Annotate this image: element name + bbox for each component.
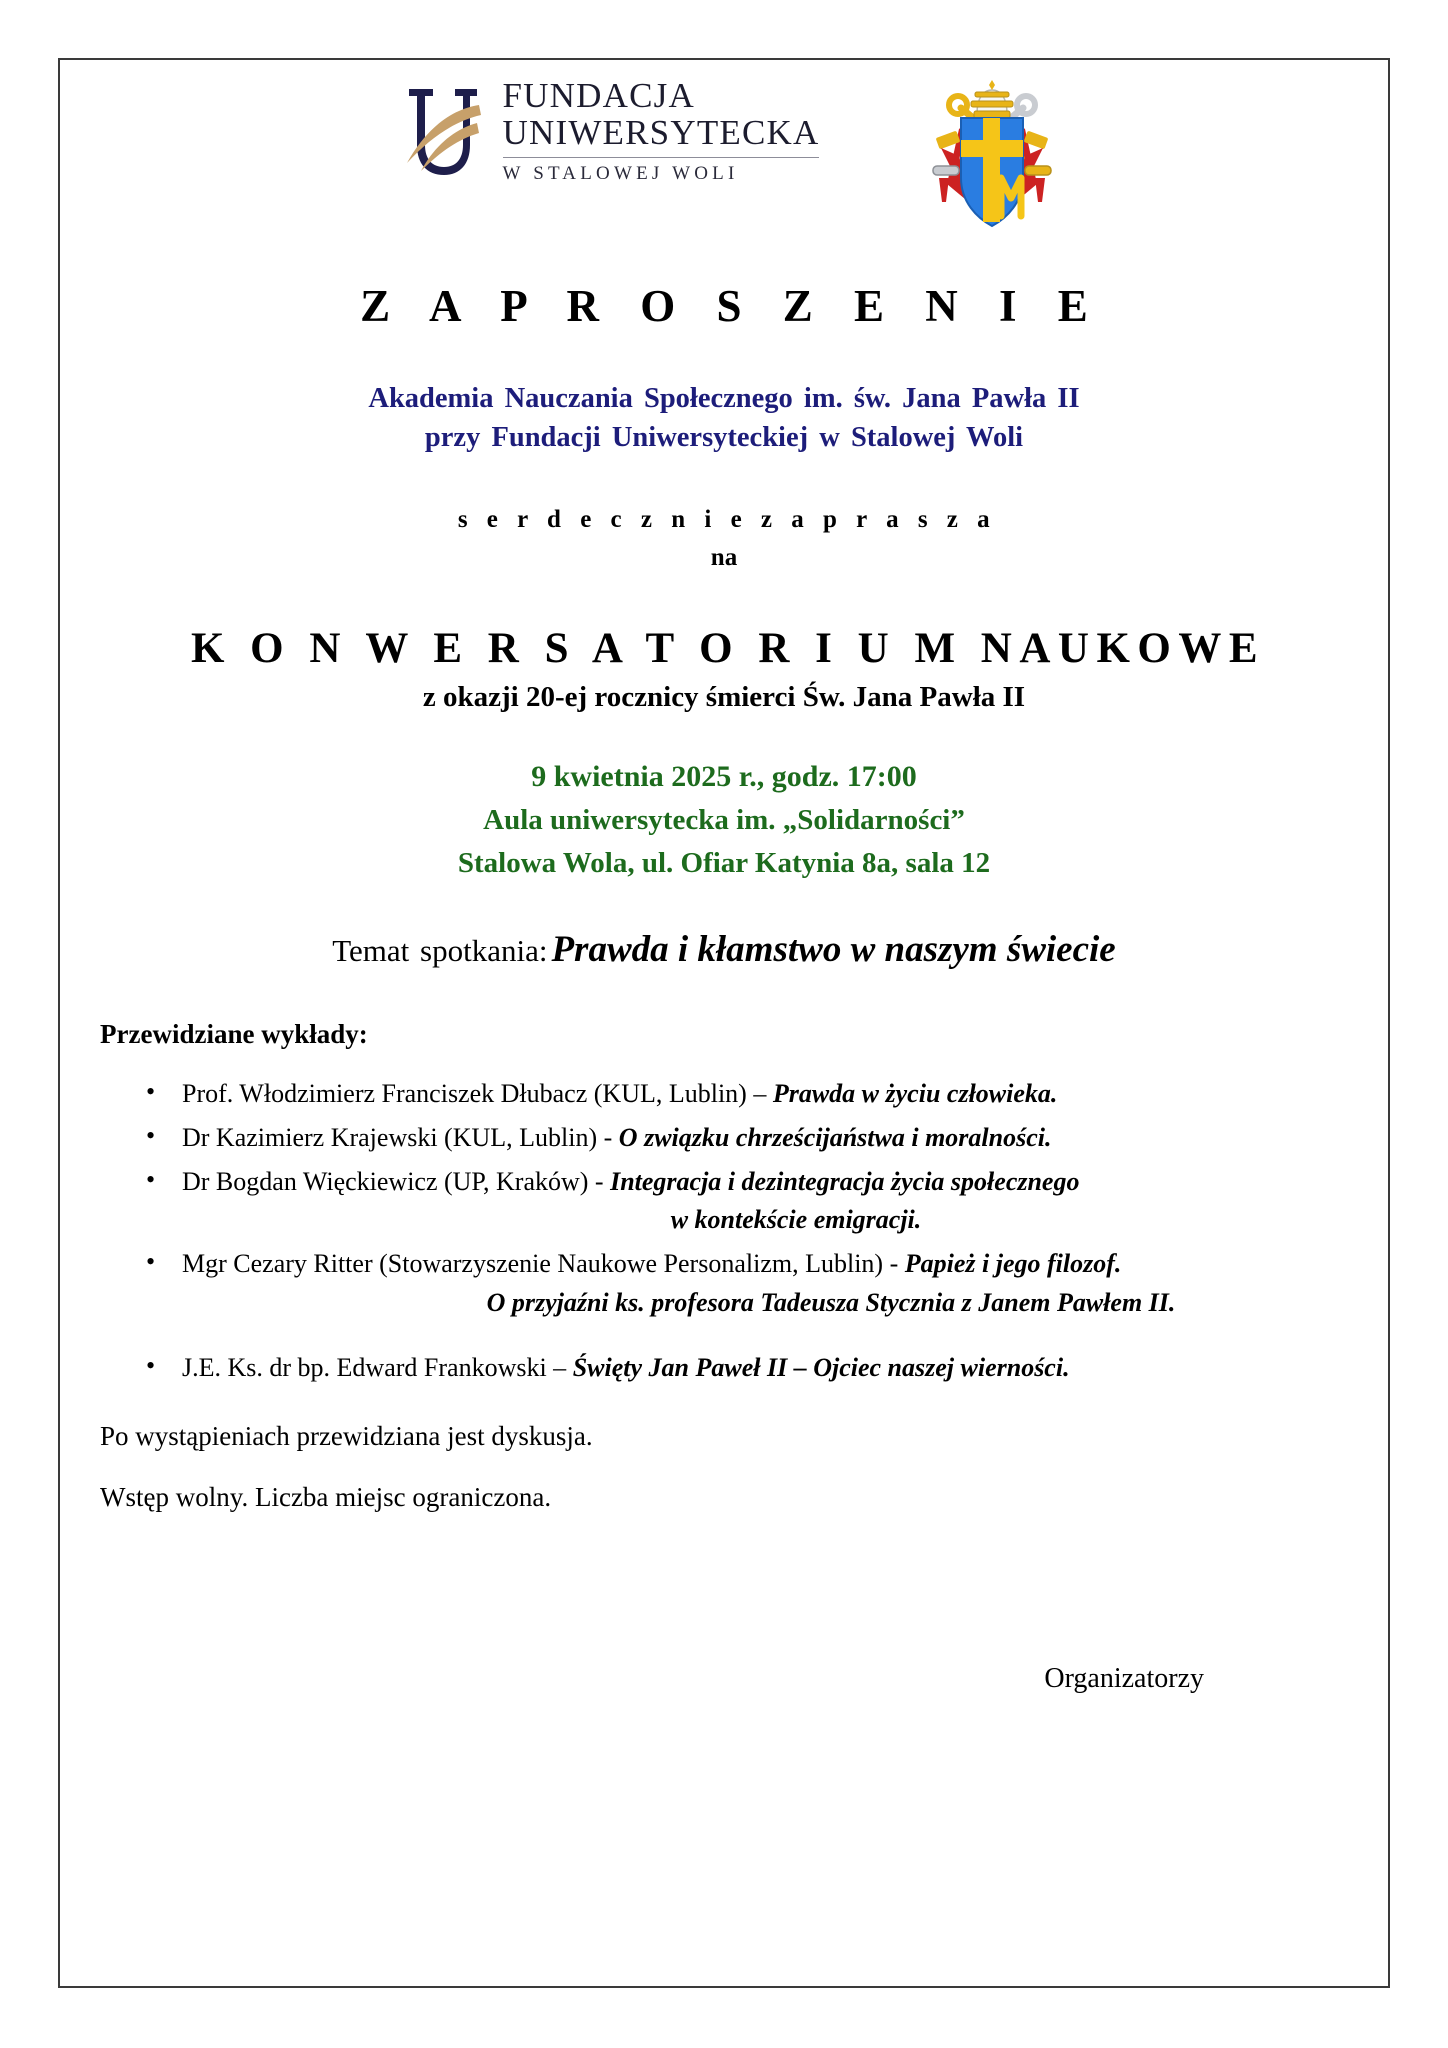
closing-paragraph-1: Po wystąpieniach przewidziana jest dyskusja. bbox=[100, 1420, 593, 1451]
lecture-title: O związku chrześcijaństwa i moralności. bbox=[618, 1123, 1052, 1153]
foundation-u-monogram-icon bbox=[391, 79, 487, 183]
list-item bbox=[98, 1120, 1350, 1155]
lecture-title: Integracja i dezintegracja życia społecznego bbox=[610, 1167, 1080, 1197]
list-item bbox=[98, 1246, 1350, 1319]
event-venue: Aula uniwersytecka im. „Solidarności” bbox=[483, 803, 965, 836]
page-title: Z A P R O S Z E N I E bbox=[360, 281, 1103, 331]
foundation-line-1: FUNDACJA bbox=[502, 76, 695, 115]
page-content bbox=[58, 58, 1390, 1988]
lecture-title: Papież i jego filozof. bbox=[904, 1249, 1122, 1279]
lecture-title: Prawda w życiu człowieka. bbox=[772, 1079, 1058, 1109]
meeting-topic-value: Prawda i kłamstwo w naszym świecie bbox=[551, 929, 1116, 971]
lecture-title: Święty Jan Paweł II – Ojciec naszej wierności. bbox=[572, 1352, 1070, 1382]
lecture-title-continuation: w kontekście emigracji. bbox=[670, 1205, 922, 1235]
event-heading: K O N W E R S A T O R I U M NAUKOWE bbox=[190, 624, 1266, 672]
organizer-line-2: przy Fundacji Uniwersyteckiej w Stalowej Woli bbox=[424, 421, 1024, 453]
foundation-logo-divider bbox=[503, 157, 820, 158]
foundation-line-2: UNIWERSYTECKA bbox=[502, 113, 820, 152]
papal-coat-of-arms-icon bbox=[917, 74, 1067, 234]
lectures-heading: Przewidziane wykłady: bbox=[100, 1019, 368, 1050]
lectures-list bbox=[98, 1076, 1350, 1385]
lecture-speaker: J.E. Ks. dr bp. Edward Frankowski – bbox=[182, 1352, 573, 1382]
lecture-speaker: Mgr Cezary Ritter (Stowarzyszenie Naukowe Personalizm, Lublin) - bbox=[182, 1249, 905, 1279]
foundation-line-3: W STALOWEJ WOLI bbox=[502, 163, 739, 184]
meeting-topic bbox=[98, 928, 1350, 971]
closing-paragraph-2: Wstęp wolny. Liczba miejsc ograniczona. bbox=[100, 1481, 552, 1512]
foundation-logo bbox=[381, 74, 830, 187]
event-datetime: 9 kwietnia 2025 r., godz. 17:00 bbox=[531, 759, 917, 793]
signature: Organizatorzy bbox=[1044, 1662, 1204, 1694]
organizer-line-1: Akademia Nauczania Społecznego im. św. Jana Pawła II bbox=[368, 383, 1080, 414]
header-logos bbox=[98, 64, 1350, 234]
list-item bbox=[98, 1076, 1350, 1111]
organizer-block bbox=[98, 380, 1350, 458]
event-subheading: z okazji 20-ej rocznicy śmierci Św. Jana Pawła II bbox=[422, 680, 1026, 713]
meeting-topic-label: Temat spotkania: bbox=[332, 933, 548, 969]
list-item bbox=[98, 1164, 1350, 1237]
invitation-preposition: na bbox=[710, 543, 738, 571]
lecture-speaker: Dr Bogdan Więckiewicz (UP, Kraków) - bbox=[182, 1167, 611, 1197]
foundation-logo-text bbox=[503, 78, 820, 183]
list-item bbox=[98, 1350, 1350, 1385]
event-details-block bbox=[98, 758, 1350, 883]
event-address: Stalowa Wola, ul. Ofiar Katynia 8a, sala 12 bbox=[457, 847, 991, 879]
lecture-speaker: Prof. Włodzimierz Franciszek Dłubacz (KUL, Lublin) – bbox=[182, 1079, 773, 1109]
lecture-speaker: Dr Kazimierz Krajewski (KUL, Lublin) - bbox=[182, 1123, 619, 1153]
lecture-title-continuation: O przyjaźni ks. profesora Tadeusza Stycznia z Janem Pawłem II. bbox=[486, 1287, 1176, 1317]
invitation-verb: s e r d e c z n i e z a p r a s z a bbox=[457, 505, 997, 533]
